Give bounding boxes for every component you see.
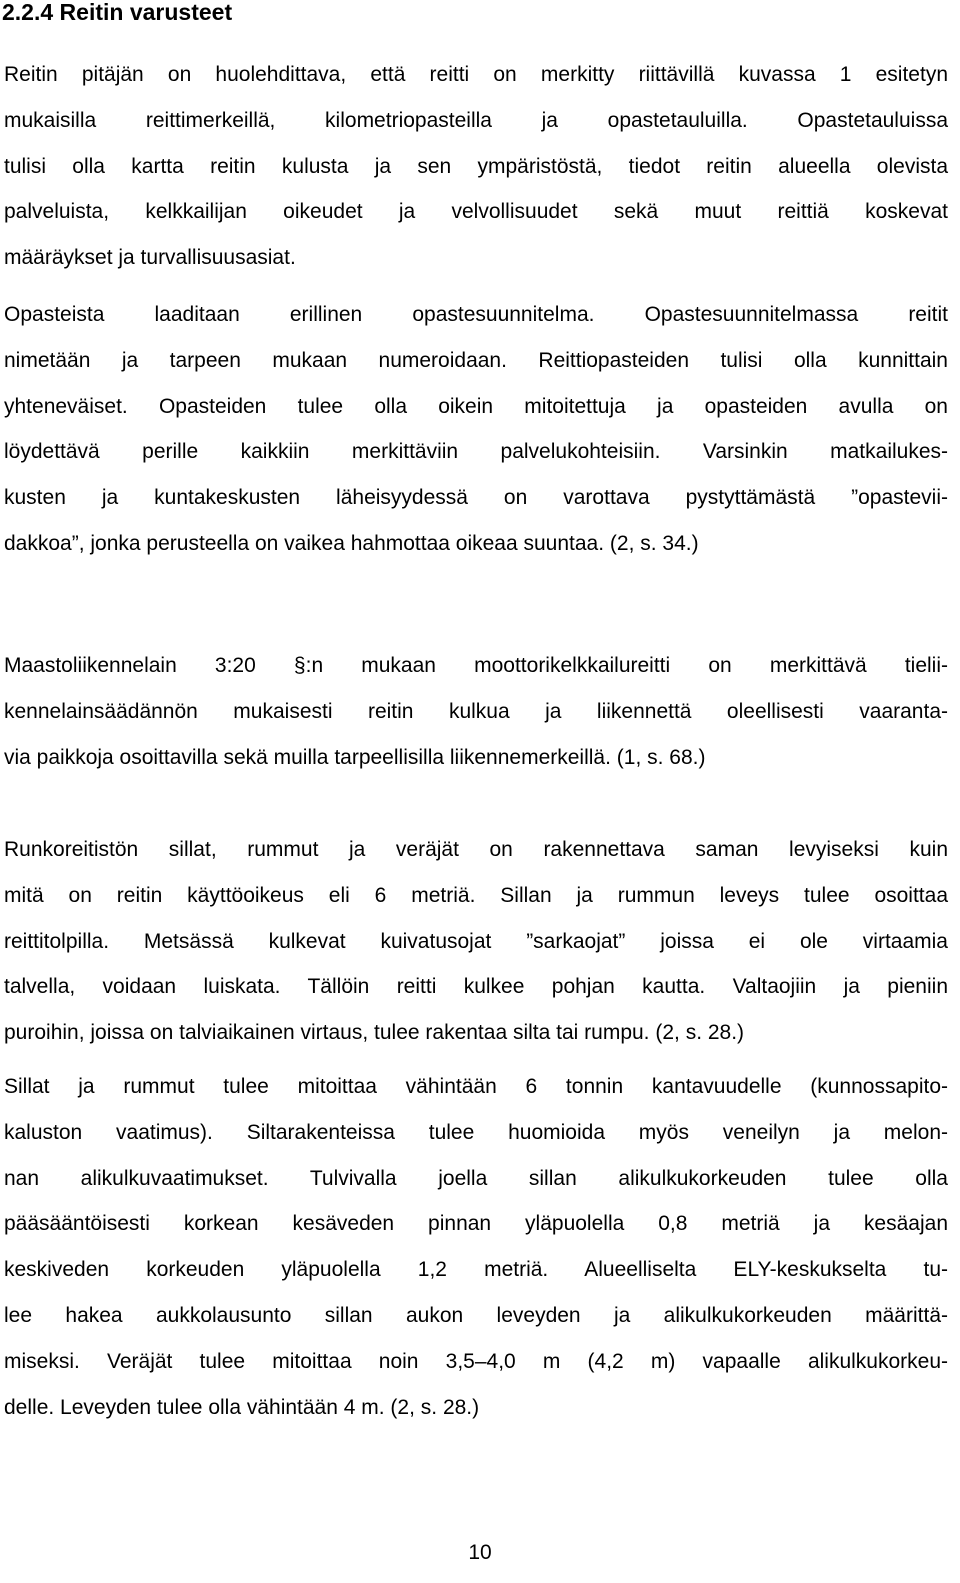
text-line: Sillat ja rummut tulee mitoittaa vähintään 6 tonnin kantavuudelle (kunnossapito- [4, 1075, 948, 1098]
paragraph-runkoreitisto [4, 827, 948, 1056]
text-line: reittitolpilla. Metsässä kulkevat kuivatusojat ”sarkaojat” joissa ei ole virtaamia [4, 929, 948, 953]
paragraph-sillat-ja-rummut [4, 1064, 948, 1430]
text-line: Maastoliikennelain 3:20 §:n mukaan moottorikelkkailureitti on merkittävä tielii- [4, 654, 948, 677]
text-line: puroihin, joissa on talviaikainen virtaus, tulee rakentaa silta tai rumpu. (2, s. 28.) [4, 1021, 745, 1045]
text-line: Reitin pitäjän on huolehdittava, että reitti on merkitty riittävillä kuvassa 1 esitetyn [4, 63, 948, 86]
page-number: 10 [468, 1541, 492, 1564]
paragraph-reitin-pitaja [4, 52, 948, 281]
text-line: via paikkoja osoittavilla sekä muilla tarpeellisilla liikennemerkeillä. (1, s. 68.) [4, 745, 706, 769]
text-line: mitä on reitin käyttöoikeus eli 6 metriä. Sillan ja rummun leveys tulee osoittaa [4, 883, 948, 907]
text-line: dakkoa”, jonka perusteella on vaikea hahmottaa oikeaa suuntaa. (2, s. 34.) [4, 531, 699, 555]
text-line: kaluston vaatimus). Siltarakenteissa tulee huomioida myös veneilyn ja melon- [4, 1120, 948, 1144]
text-line: yhteneväiset. Opasteiden tulee olla oikein mitoitettuja ja opasteiden avulla on [4, 394, 948, 418]
paragraph-maastoliikennelaki [4, 643, 948, 780]
text-line: miseksi. Veräjät tulee mitoittaa noin 3,5–4,0 m (4,2 m) vapaalle alikulkukorkeu- [4, 1349, 948, 1373]
text-line: kusten ja kuntakeskusten läheisyydessä on varottava pystyttämästä ”opastevii- [4, 486, 948, 510]
text-line: kennelainsäädännön mukaisesti reitin kulkua ja liikennettä oleellisesti vaaranta- [4, 699, 948, 723]
text-line: palveluista, kelkkailijan oikeudet ja velvollisuudet sekä muut reittiä koskevat [4, 200, 948, 224]
text-line: Opasteista laaditaan erillinen opastesuunnitelma. Opastesuunnitelmassa reitit [4, 303, 948, 326]
text-line: lee hakea aukkolausunto sillan aukon leveyden ja alikulkukorkeuden määrittä- [4, 1303, 948, 1327]
text-line: Runkoreitistön sillat, rummut ja veräjät on rakennettava saman levyiseksi kuin [4, 838, 948, 861]
text-line: pääsääntöisesti korkean kesäveden pinnan yläpuolella 0,8 metriä ja kesäajan [4, 1212, 948, 1236]
text-line: delle. Leveyden tulee olla vähintään 4 m. (2, s. 28.) [4, 1395, 480, 1419]
paragraph-opastesuunnitelma [4, 292, 948, 567]
text-line: mukaisilla reittimerkeillä, kilometriopasteilla ja opastetauluilla. Opastetauluissa [4, 108, 948, 132]
text-line: määräykset ja turvallisuusasiat. [4, 246, 296, 270]
text-line: nan alikulkuvaatimukset. Tulvivalla joella sillan alikulkukorkeuden tulee olla [4, 1166, 948, 1190]
text-line: tulisi olla kartta reitin kulusta ja sen ympäristöstä, tiedot reitin alueella olevista [4, 154, 948, 178]
section-heading: 2.2.4 Reitin varusteet [2, 0, 233, 25]
text-line: löydettävä perille kaikkiin merkittäviin palvelukohteisiin. Varsinkin matkailukes- [4, 440, 948, 464]
text-line: keskiveden korkeuden yläpuolella 1,2 metriä. Alueelliselta ELY-keskukselta tu- [4, 1258, 948, 1282]
text-line: talvella, voidaan luiskata. Tällöin reitti kulkee pohjan kautta. Valtaojiin ja pieniin [4, 975, 948, 999]
text-line: nimetään ja tarpeen mukaan numeroidaan. Reittiopasteiden tulisi olla kunnittain [4, 348, 948, 372]
